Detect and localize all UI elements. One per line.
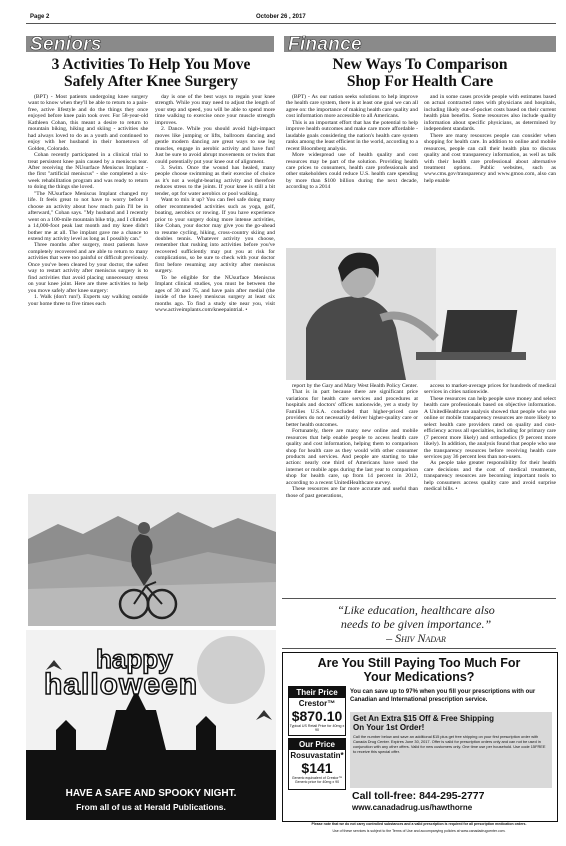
paragraph: To be eligible for the NUsurface Meniscus Implant clinical studies, you must be between the ages of 30 and 75, and have pain after medial (the inside of the knee) meniscus surgery at least six months ago. To find a study site near you, visit www.activeimplants.com/kneepaintrial. • — [155, 274, 275, 313]
paragraph: There are many resources people can consider when shopping for health care. In addition to online and mobile resources, people can call their health plan to discuss quality and cost transparency information, as well as talk with their health care professional about alternative treatment options. Public websites, such as www.cms.gov/transparency and www.gmoo.com, also can help enable — [424, 132, 556, 184]
halloween-ad — [26, 630, 276, 820]
halloween-banner-line1: HAVE A SAFE AND SPOOKY NIGHT. — [65, 788, 237, 799]
ad-offer-body: Call the number below and save an additional $15 plus get free shipping on your first prescription order with Canada Drug Center. Expires June 30, 2017. Offer is valid for prescription orders only and can not be used in conjunction with any other offers. Valid for new customers only. One time use per household. Use code 15FREE to receive this special offer. — [353, 734, 546, 754]
paragraph: access to market-average prices for hundreds of medical services in cities nationwide. — [424, 383, 556, 396]
quote-line1: “Like education, healthcare also — [337, 603, 495, 617]
halloween-word-happy: happy — [96, 644, 173, 674]
halloween-banner-line2: From all of us at Herald Publications. — [76, 802, 226, 812]
our-price-note: Generic equivalent of Crestor™ Generic price for 40mg x 90 — [291, 776, 343, 785]
finance-headline-line2: Shop For Health Care — [346, 73, 494, 90]
page-number: Page 2 — [30, 14, 50, 20]
paragraph: These resources can help people save money and select health care professionals based on objective information. A UnitedHealthcare analysis showed that people who use online or mobile transparency resources are more likely to select health care providers rated on quality and cost-efficiency across all specialties, including for primary care (7 percent more likely) and orthopedics (9 percent more likely). In addition, the analysis found that people who use the transparency resources before receiving health care services pay 36 percent less than non-users. — [424, 395, 556, 460]
paragraph: (BPT) - As our nation seeks solutions to help improve the health care system, there is at least one goal we can all agree on: the importance of making health care quality and cost information more accessible to all Americans. — [286, 94, 418, 120]
their-price-value: $870.10 — [291, 708, 343, 724]
ad-footnote-1: Please note that we do not carry controlled substances and a valid prescription is required for all prescription medication orders. — [311, 822, 527, 826]
our-price-box — [288, 738, 346, 790]
header-rule — [26, 23, 556, 24]
finance-column-1-top — [286, 94, 418, 246]
drug-name-crestor: Crestor™ — [298, 699, 336, 708]
finance-section-title: Finance — [288, 34, 362, 55]
quote-line2: needs to be given importance.” — [340, 617, 492, 631]
paragraph: 1. Walk (don't run!). Experts say walking outside your home three to five times each — [28, 294, 148, 307]
seniors-section-title: Seniors — [30, 34, 102, 55]
ad-title-line2: Your Medications? — [363, 670, 475, 684]
paragraph: 3. Swim. Once the wound has healed, many people choose swimming as their exercise of choice as it's not a weight-bearing activity and therefore reduces stress to the joints. If your knee is still a bit tender, opt for water aerobics or pool walking. — [155, 164, 275, 197]
mountain-biker-photo — [28, 494, 276, 626]
finance-headline — [284, 56, 556, 90]
quote-rule-bottom — [282, 648, 556, 649]
our-price-value: $141 — [301, 760, 333, 776]
seniors-headline-line1: 3 Activities To Help You Move — [51, 56, 251, 73]
paragraph: "The NUsurface Meniscus Implant changed my life. It feels great to not have to worry before I choose an activity about how much pain I'll be in afterward," Cohan says. "My husband and I recently went on a 100-mile mountain bike trip, and I climbed a 14,000-foot peak last month and my knee didn't bother me at all. The implant gave me a chance to extend my activity level as long as I possibly can." — [28, 190, 148, 242]
ad-save-text: You can save up to 97% when you fill your prescriptions with our Canadian and International prescription service. — [350, 689, 536, 703]
paragraph: More widespread use of health quality and cost resources may be part of the solution. Providing health care prices to consumers, health care professionals and other stakeholders could reduce U.S. health care spending by more than $100 billion during the next decade, according to a 2014 — [286, 152, 418, 191]
seniors-headline-line2: Safely After Knee Surgery — [63, 73, 239, 90]
quote-author: – Shiv Nadar — [386, 631, 446, 645]
ad-phone[interactable]: Call toll-free: 844-295-2777 — [352, 790, 485, 802]
paragraph: Fortunately, there are many new online and mobile resources that help enable people to access health care quality and cost information, helping them to comparison shop for health care as they would with other consumer products and services. And people are starting to take action: nearly one third of Americans have used the internet or mobile apps during the last year to comparison shop for health care, up from 14 percent in 2012, according to a recent UnitedHealthcare survey. — [286, 428, 418, 486]
their-price-label: Their Price — [289, 687, 345, 698]
ad-website-link[interactable]: www.canadadrug.us/hawthorne — [352, 803, 473, 812]
seniors-column-2 — [155, 94, 275, 492]
ad-title — [282, 656, 556, 684]
paragraph: Three months after surgery, most patients have completely recovered and are able to return to many activities that were too painful or difficult previously. Once you've been cleared by your doctor, the safest way to restart activity after meniscus surgery is to find activities that avoid placing unnecessary stress on your knee joint. Here are three activities to help you move safely after knee surgery: — [28, 242, 148, 294]
paragraph: That is in part because there are significant price variations for health care services and procedures at hospitals and doctors' offices nationwide, yet a study by Families U.S.A. concluded that higher-priced care providers do not necessarily deliver higher-quality care or better health outcomes. — [286, 389, 418, 428]
paragraph: and in some cases provide people with estimates based on actual contracted rates with physicians and hospitals, including likely out-of-pocket costs based on their current health plan benefits. Some resources also include quality information about specific physicians, as determined by independent standards. — [424, 94, 556, 133]
halloween-word-halloween: halloween — [44, 668, 199, 701]
their-price-box — [288, 686, 346, 736]
ad-title-line1: Are You Still Paying Too Much For — [317, 656, 521, 670]
paragraph: 2. Dance. While you should avoid high-impact moves like jumping or lifts, ballroom dancing and gentle modern dancing are great ways to use leg muscles, engage in aerobic activity and have fun! Just be sure to avoid abrupt movements or twists that could potentially put your knee out of alignment. — [155, 126, 275, 165]
seniors-headline — [26, 56, 276, 90]
paragraph: Want to mix it up? You can feel safe doing many other recommended activities such as yoga, golf, boating, aerobics or rowing. If you have experience prior to your surgery doing more intense activities, like Cohan, your doctor may give you the go-ahead to resume cycling, hiking, cross-country skiing and doubles tennis. Whatever activity you choose, remember that rushing into activities before you've recovered sufficiently may put you at risk for complications, so be sure to check with your doctor first before resuming any activity after meniscus surgery. — [155, 197, 275, 275]
paragraph: This is an important effort that has the potential to help improve health outcomes and make care more affordable - laudable goals considering the nation's health care system ranks among the least efficient in the world, according to a recent Bloomberg analysis. — [286, 119, 418, 152]
paragraph: (BPT) - Most patients undergoing knee surgery want to know when they'll be able to return to a pain-free, active lifestyle and do the things they once enjoyed before knee pain took over. For 58-year-old Kathleen Cohan, this meant a desire to return to mountain biking, hiking and skiing - activities she had always loved to do as a youth and continued to enjoy with her husband in their hometown of Golden, Colorado. — [28, 94, 148, 152]
paragraph: These resources are far more accurate and useful than those of past generations, — [286, 486, 418, 499]
drug-name-rosuvastatin: Rosuvastatin* — [290, 751, 344, 760]
issue-date: October 26 , 2017 — [256, 14, 306, 20]
finance-column-1-bottom — [286, 383, 418, 593]
ad-offer-line1: Get An Extra $15 Off & Free Shipping — [353, 714, 495, 723]
finance-column-2-bottom — [424, 383, 556, 593]
pull-quote — [278, 603, 554, 645]
paragraph: report by the Gary and Mary West Health Policy Center. — [292, 383, 418, 389]
paragraph: day is one of the best ways to regain your knee strength. While you may need to adjust the length of your step and speed, you will be able to spend more time walking to exercise once your muscle strength improves. — [155, 94, 275, 126]
paragraph: As people take greater responsibility for their health care decisions and the cost of medical treatments, transparency resources are becoming important tools to help consumers access quality care and avoid surprise medical bills. • — [424, 460, 556, 493]
ad-footnote-2: Use of these services is subject to the Terms of Use and accompanying policies at www.canadadrugcenter.com. — [332, 829, 506, 833]
ad-offer-line2: On Your 1st Order! — [353, 723, 425, 732]
paragraph: Cohan recently participated in a clinical trial to treat persistent knee pain caused by a meniscus tear. After receiving the NUsurface Meniscus Implant - the first "artificial meniscus" - she completed a six-week rehabilitation program and was ready to return to doing the things she loved. — [28, 152, 148, 191]
ad-offer-box — [350, 712, 552, 788]
their-price-note: Typical US Retail Price for 40mg x 90 — [289, 724, 345, 733]
seniors-column-1 — [28, 94, 148, 492]
finance-column-2-top — [424, 94, 556, 246]
woman-on-phone-photo — [286, 248, 556, 380]
finance-headline-line1: New Ways To Comparison — [332, 56, 508, 73]
quote-rule-top — [282, 598, 556, 599]
our-price-label: Our Price — [289, 739, 345, 750]
